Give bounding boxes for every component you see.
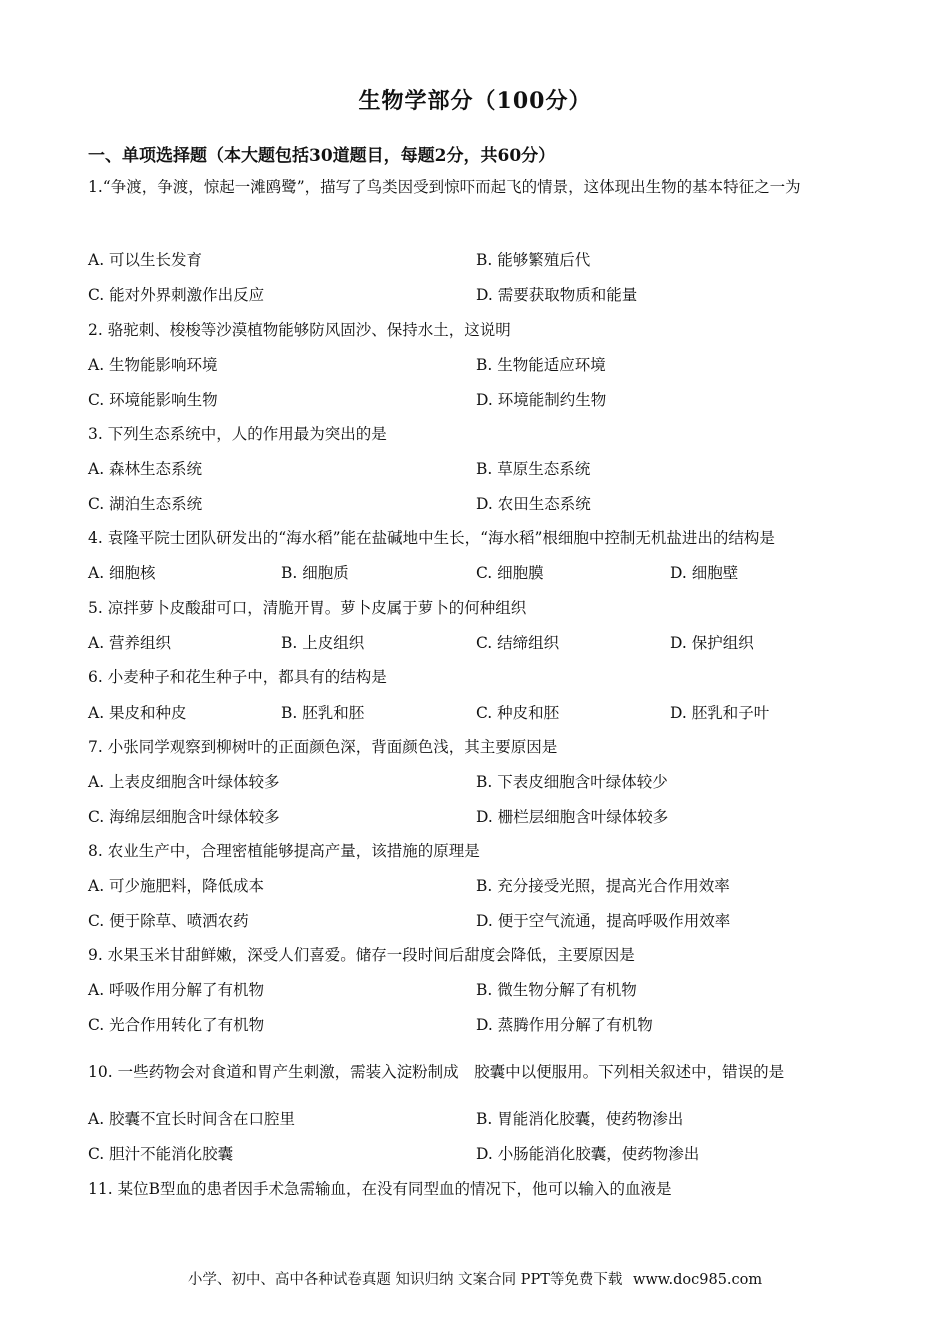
question-1-option-c: C. 能对外界刺激作出反应 bbox=[88, 286, 265, 304]
section-heading: 一、单项选择题（本大题包括30道题目，每题2分，共60分） bbox=[88, 146, 556, 166]
question-6-option-b: B. 胚乳和胚 bbox=[281, 704, 365, 722]
question-10-option-c: C. 胆汁不能消化胶囊 bbox=[88, 1145, 234, 1163]
question-4-option-a: A. 细胞核 bbox=[88, 564, 156, 582]
question-8-option-b: B. 充分接受光照，提高光合作用效率 bbox=[476, 877, 730, 895]
question-6-option-d: D. 胚乳和子叶 bbox=[670, 704, 770, 722]
question-2-option-c: C. 环境能影响生物 bbox=[88, 391, 218, 409]
question-6-option-c: C. 种皮和胚 bbox=[476, 704, 560, 722]
question-7-option-c: C. 海绵层细胞含叶绿体较多 bbox=[88, 808, 280, 826]
question-9-option-b: B. 微生物分解了有机物 bbox=[476, 981, 637, 999]
question-2-option-b: B. 生物能适应环境 bbox=[476, 356, 606, 374]
question-9-option-c: C. 光合作用转化了有机物 bbox=[88, 1016, 265, 1034]
question-5-option-a: A. 营养组织 bbox=[88, 634, 172, 652]
question-6-option-a: A. 果皮和种皮 bbox=[88, 704, 187, 722]
question-7-option-a: A. 上表皮细胞含叶绿体较多 bbox=[88, 773, 280, 791]
question-5-option-c: C. 结缔组织 bbox=[476, 634, 560, 652]
question-7-option-d: D. 栅栏层细胞含叶绿体较多 bbox=[476, 808, 669, 826]
question-11-stem: 11. 某位B型血的患者因手术急需输血，在没有同型血的情况下，他可以输入的血液是 bbox=[88, 1180, 672, 1198]
footer-text: 小学、初中、高中各种试卷真题 知识归纳 文案合同 PPT等免费下载 bbox=[187, 1272, 623, 1288]
question-8-option-c: C. 便于除草、喷洒农药 bbox=[88, 912, 249, 930]
page-footer bbox=[0, 1268, 950, 1289]
question-3-option-b: B. 草原生态系统 bbox=[476, 460, 591, 478]
question-9-stem: 9. 水果玉米甘甜鲜嫩，深受人们喜爱。储存一段时间后甜度会降低，主要原因是 bbox=[88, 946, 635, 964]
question-1-stem: 1.“争渡，争渡，惊起一滩鸥鹭”，描写了鸟类因受到惊吓而起飞的情景，这体现出生物的基本特征之一为 bbox=[88, 178, 801, 196]
question-3-option-a: A. 森林生态系统 bbox=[88, 460, 203, 478]
question-8-stem: 8. 农业生产中，合理密植能够提高产量，该措施的原理是 bbox=[88, 842, 480, 860]
question-8-option-a: A. 可少施肥料，降低成本 bbox=[88, 877, 265, 895]
page-title: 生物学部分（100分） bbox=[358, 88, 592, 114]
question-2-stem: 2. 骆驼刺、梭梭等沙漠植物能够防风固沙、保持水土，这说明 bbox=[88, 321, 511, 339]
question-4-stem: 4. 袁隆平院士团队研发出的“海水稻”能在盐碱地中生长，“海水稻”根细胞中控制无机盐进出的结构是 bbox=[88, 529, 775, 547]
question-1-option-d: D. 需要获取物质和能量 bbox=[476, 286, 638, 304]
question-2-option-d: D. 环境能制约生物 bbox=[476, 391, 607, 409]
question-5-option-d: D. 保护组织 bbox=[670, 634, 754, 652]
question-10-option-a: A. 胶囊不宜长时间含在口腔里 bbox=[88, 1110, 296, 1128]
question-5-option-b: B. 上皮组织 bbox=[281, 634, 365, 652]
question-3-option-d: D. 农田生态系统 bbox=[476, 495, 591, 513]
footer-url-link[interactable]: www.doc985.com bbox=[632, 1272, 763, 1288]
question-9-option-a: A. 呼吸作用分解了有机物 bbox=[88, 981, 265, 999]
question-4-option-b: B. 细胞质 bbox=[281, 564, 349, 582]
question-10-option-b: B. 胃能消化胶囊，使药物渗出 bbox=[476, 1110, 684, 1128]
question-10-stem: 10. 一些药物会对食道和胃产生刺激，需装入淀粉制成 胶囊中以便服用。下列相关叙述中，错误的是 bbox=[88, 1063, 785, 1081]
question-9-option-d: D. 蒸腾作用分解了有机物 bbox=[476, 1016, 653, 1034]
question-7-option-b: B. 下表皮细胞含叶绿体较少 bbox=[476, 773, 668, 791]
question-3-option-c: C. 湖泊生态系统 bbox=[88, 495, 203, 513]
question-4-option-c: C. 细胞膜 bbox=[476, 564, 544, 582]
question-3-stem: 3. 下列生态系统中，人的作用最为突出的是 bbox=[88, 425, 387, 443]
question-1-option-a: A. 可以生长发育 bbox=[88, 251, 203, 269]
question-4-option-d: D. 细胞壁 bbox=[670, 564, 739, 582]
question-7-stem: 7. 小张同学观察到柳树叶的正面颜色深，背面颜色浅，其主要原因是 bbox=[88, 738, 558, 756]
question-6-stem: 6. 小麦种子和花生种子中，都具有的结构是 bbox=[88, 668, 387, 686]
question-8-option-d: D. 便于空气流通，提高呼吸作用效率 bbox=[476, 912, 731, 930]
question-2-option-a: A. 生物能影响环境 bbox=[88, 356, 218, 374]
question-1-option-b: B. 能够繁殖后代 bbox=[476, 251, 591, 269]
question-5-stem: 5. 凉拌萝卜皮酸甜可口，清脆开胃。萝卜皮属于萝卜的何种组织 bbox=[88, 599, 527, 617]
question-10-option-d: D. 小肠能消化胶囊，使药物渗出 bbox=[476, 1145, 700, 1163]
